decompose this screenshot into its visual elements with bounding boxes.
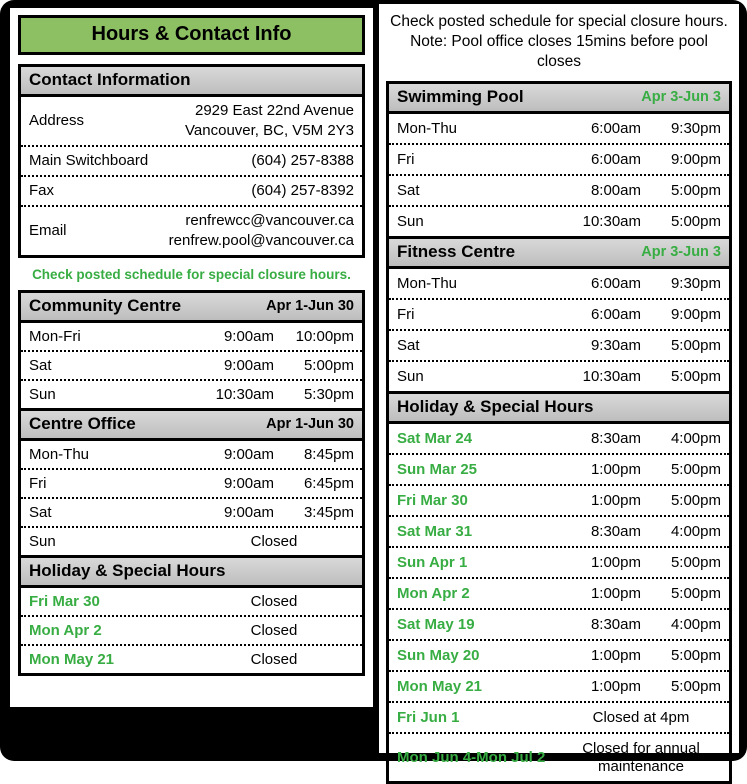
schedule-row	[21, 323, 362, 350]
swimming-pool-rows	[389, 114, 729, 236]
close-time: 5:00pm	[670, 678, 721, 696]
holiday-date-label: Fri Jun 1	[397, 709, 460, 727]
contact-row-fax	[21, 175, 362, 205]
holiday-rows-right	[389, 424, 729, 781]
contact-value	[153, 181, 354, 201]
schedule-row-closed	[21, 526, 362, 555]
closure-note: Check posted schedule for special closure hours.	[32, 267, 351, 282]
contact-label: Fax	[29, 182, 55, 199]
section-title: Community Centre	[29, 296, 182, 315]
schedule-row	[389, 298, 729, 329]
contact-value	[200, 151, 354, 171]
close-time: 5:30pm	[303, 386, 354, 403]
closed-value: Closed	[250, 651, 298, 668]
day-label: Sun	[397, 213, 424, 231]
open-time: 1:00pm	[590, 585, 641, 603]
contact-row-email	[21, 205, 362, 255]
page-title-text: Hours & Contact Info	[91, 23, 292, 45]
day-label: Mon-Thu	[397, 120, 458, 138]
contact-value-line: (604) 257-8392	[251, 182, 354, 199]
contact-value-line: Vancouver, BC, V5M 2Y3	[185, 122, 355, 139]
schedule-row	[389, 360, 729, 391]
schedule-row	[21, 468, 362, 497]
contact-label: Address	[29, 112, 85, 129]
close-time: 9:30pm	[670, 120, 721, 138]
left-panel	[10, 8, 373, 707]
day-label: Sun	[29, 533, 56, 550]
holiday-row	[389, 546, 729, 577]
open-time: 9:00am	[223, 475, 274, 492]
close-time: 5:00pm	[670, 213, 721, 231]
holiday-date-label: Mon May 21	[29, 651, 115, 668]
day-label: Sat	[29, 357, 52, 374]
holiday-hours-header-right	[389, 391, 729, 424]
centre-office-header	[21, 408, 362, 441]
contact-label: Email	[29, 222, 67, 239]
schedule-row	[389, 329, 729, 360]
pool-closure-note-line2: Note: Pool office closes 15mins before pool closes	[410, 33, 708, 71]
closed-value: Closed for annual maintenance	[582, 740, 700, 776]
holiday-row-special	[389, 732, 729, 781]
open-time: 6:00am	[590, 120, 641, 138]
close-time: 10:00pm	[295, 328, 354, 345]
holiday-row	[389, 577, 729, 608]
contact-section-title: Contact Information	[29, 70, 191, 89]
holiday-date-label: Mon Apr 2	[29, 622, 102, 639]
close-time: 4:00pm	[670, 616, 721, 634]
open-time: 8:30am	[590, 616, 641, 634]
close-time: 5:00pm	[670, 585, 721, 603]
holiday-date-label: Fri Mar 30	[29, 593, 100, 610]
close-time: 9:00pm	[670, 306, 721, 324]
open-time: 8:30am	[590, 430, 641, 448]
community-centre-header	[21, 293, 362, 323]
right-panel	[379, 4, 739, 776]
open-time: 9:30am	[590, 337, 641, 355]
open-time: 9:00am	[223, 357, 274, 374]
schedule-row	[389, 143, 729, 174]
community-centre-rows	[21, 323, 362, 408]
holiday-date-label: Sat Mar 24	[397, 430, 473, 448]
close-time: 3:45pm	[303, 504, 354, 521]
section-dates: Apr 3-Jun 3	[641, 244, 721, 261]
day-label: Mon-Fri	[29, 328, 81, 345]
holiday-row	[21, 588, 362, 615]
day-label: Fri	[397, 306, 415, 324]
schedule-row	[21, 379, 362, 408]
open-time: 1:00pm	[590, 554, 641, 572]
open-time: 1:00pm	[590, 461, 641, 479]
day-label: Mon-Thu	[29, 446, 90, 463]
holiday-date-label: Sun May 20	[397, 647, 480, 665]
section-title: Swimming Pool	[397, 87, 524, 107]
open-time: 6:00am	[590, 275, 641, 293]
open-time: 9:00am	[223, 446, 274, 463]
day-label: Fri	[397, 151, 415, 169]
schedule-row	[389, 114, 729, 143]
open-time: 8:00am	[590, 182, 641, 200]
pool-closure-note-line1: Check posted schedule for special closure hours.	[390, 13, 728, 30]
closed-value: Closed	[250, 622, 298, 639]
close-time: 5:00pm	[303, 357, 354, 374]
contact-value-line: (604) 257-8388	[251, 152, 354, 169]
day-label: Sun	[29, 386, 56, 403]
close-time: 4:00pm	[670, 430, 721, 448]
holiday-date-label: Mon Apr 2	[397, 585, 470, 603]
day-label: Sat	[397, 182, 420, 200]
holiday-date-label: Fri Mar 30	[397, 492, 468, 510]
holiday-row	[21, 644, 362, 673]
holiday-row	[389, 639, 729, 670]
close-time: 5:00pm	[670, 647, 721, 665]
close-time: 5:00pm	[670, 492, 721, 510]
contact-row-switchboard	[21, 145, 362, 175]
open-time: 1:00pm	[590, 647, 641, 665]
fitness-centre-rows	[389, 269, 729, 391]
schedule-row	[21, 350, 362, 379]
page-title	[18, 15, 365, 55]
holiday-rows-left	[21, 588, 362, 673]
holiday-date-label: Sun Apr 1	[397, 554, 468, 572]
holiday-row	[389, 608, 729, 639]
holiday-date-label: Sun Mar 25	[397, 461, 478, 479]
section-dates: Apr 3-Jun 3	[641, 89, 721, 106]
holiday-row	[389, 424, 729, 453]
close-time: 5:00pm	[670, 182, 721, 200]
section-title: Fitness Centre	[397, 242, 516, 262]
contact-label: Main Switchboard	[29, 152, 149, 169]
day-label: Sun	[397, 368, 424, 386]
left-schedule-box	[18, 290, 365, 676]
close-time: 9:30pm	[670, 275, 721, 293]
right-schedule-box	[386, 81, 732, 784]
holiday-date-label: Mon May 21	[397, 678, 483, 696]
section-title: Holiday & Special Hours	[29, 561, 226, 580]
open-time: 10:30am	[582, 368, 641, 386]
close-time: 5:00pm	[670, 368, 721, 386]
close-time: 5:00pm	[670, 337, 721, 355]
holiday-row	[389, 515, 729, 546]
open-time: 6:00am	[590, 151, 641, 169]
close-time: 4:00pm	[670, 523, 721, 541]
holiday-date-label: Sat May 19	[397, 616, 475, 634]
close-time: 6:45pm	[303, 475, 354, 492]
contact-value-line: renfrew.pool@vancouver.ca	[168, 232, 355, 249]
close-time: 5:00pm	[670, 554, 721, 572]
schedule-row	[21, 497, 362, 526]
section-dates: Apr 1-Jun 30	[266, 416, 354, 432]
holiday-row	[21, 615, 362, 644]
day-label: Sat	[397, 337, 420, 355]
contact-value	[135, 101, 354, 141]
section-dates: Apr 1-Jun 30	[266, 298, 354, 314]
contact-value	[118, 211, 354, 251]
section-title: Centre Office	[29, 414, 136, 433]
centre-office-rows	[21, 441, 362, 555]
open-time: 1:00pm	[590, 492, 641, 510]
open-time: 9:00am	[223, 328, 274, 345]
holiday-row	[389, 670, 729, 701]
open-time: 10:30am	[582, 213, 641, 231]
day-label: Fri	[29, 475, 47, 492]
fitness-centre-header	[389, 236, 729, 269]
schedule-row	[389, 174, 729, 205]
pool-closure-note	[386, 12, 732, 72]
contact-row-address	[21, 97, 362, 145]
open-time: 6:00am	[590, 306, 641, 324]
holiday-row-special	[389, 701, 729, 732]
swimming-pool-header	[389, 84, 729, 114]
close-time: 8:45pm	[303, 446, 354, 463]
holiday-row	[389, 453, 729, 484]
schedule-row	[389, 269, 729, 298]
contact-section	[18, 64, 365, 258]
holiday-hours-header-left	[21, 555, 362, 588]
open-time: 8:30am	[590, 523, 641, 541]
contact-value-line: renfrewcc@vancouver.ca	[185, 212, 355, 229]
contact-value-line: 2929 East 22nd Avenue	[194, 102, 355, 119]
open-time: 1:00pm	[590, 678, 641, 696]
schedule-row	[389, 205, 729, 236]
day-label: Mon-Thu	[397, 275, 458, 293]
open-time: 10:30am	[215, 386, 274, 403]
day-label: Sat	[29, 504, 52, 521]
close-time: 9:00pm	[670, 151, 721, 169]
holiday-row	[389, 484, 729, 515]
closed-value: Closed	[250, 593, 298, 610]
holiday-date-label: Sat Mar 31	[397, 523, 473, 541]
contact-section-header	[21, 67, 362, 97]
holiday-date-label: Mon Jun 4-Mon Jul 2	[397, 749, 546, 767]
contact-rows	[21, 97, 362, 255]
open-time: 9:00am	[223, 504, 274, 521]
closed-value: Closed	[250, 533, 298, 550]
close-time: 5:00pm	[670, 461, 721, 479]
section-title: Holiday & Special Hours	[397, 397, 594, 417]
closed-value: Closed at 4pm	[592, 709, 690, 727]
schedule-row	[21, 441, 362, 468]
